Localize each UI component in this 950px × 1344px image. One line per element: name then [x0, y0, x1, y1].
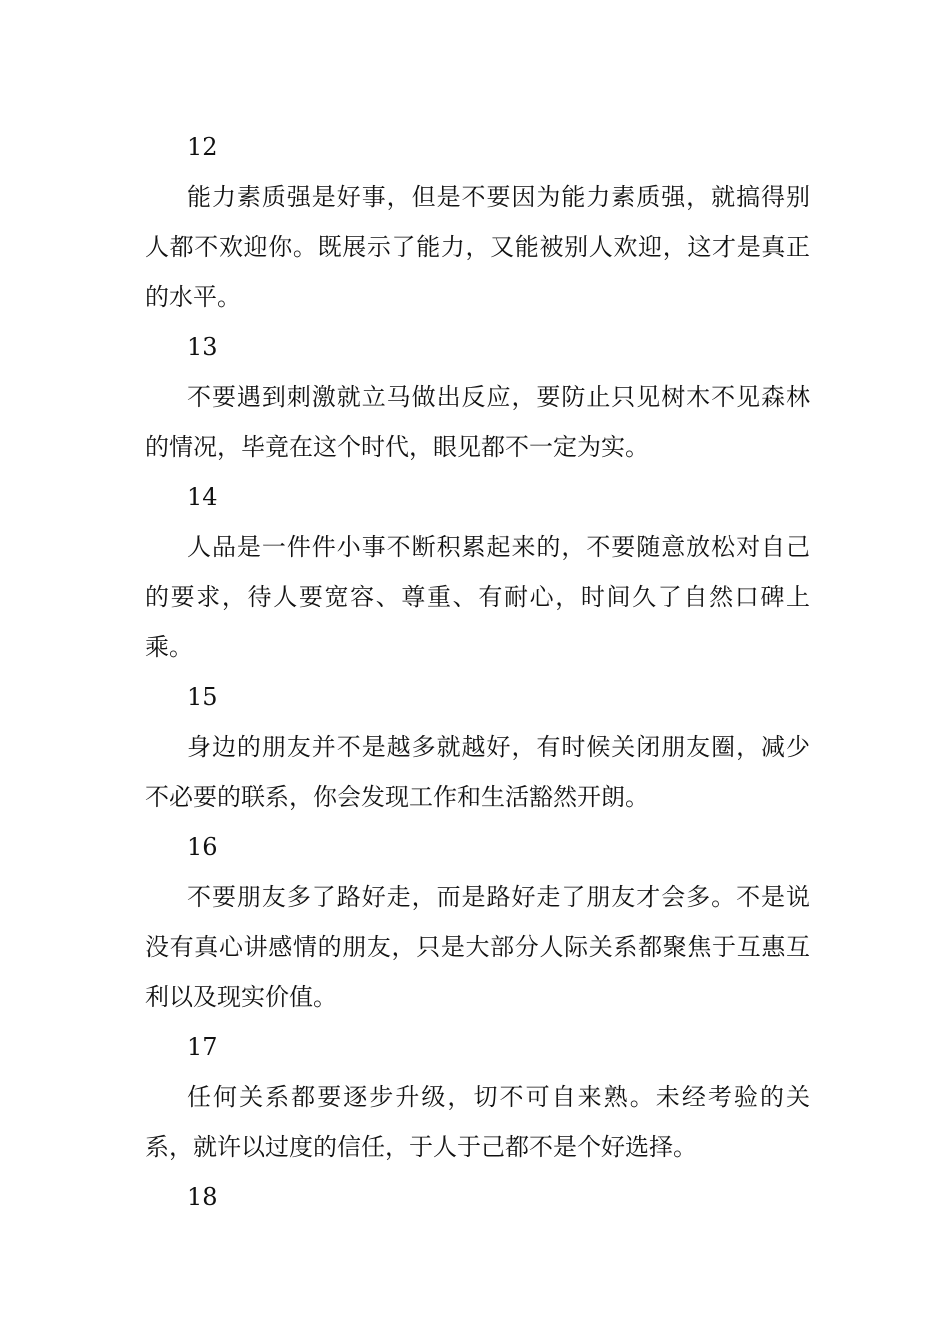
entry-text: 能力素质强是好事，但是不要因为能力素质强，就搞得别人都不欢迎你。既展示了能力，又能被别人欢迎，这才是真正的水平。 — [145, 183, 810, 311]
entry-number: 16 — [187, 833, 218, 861]
entry-number: 13 — [187, 333, 218, 361]
entry-number: 15 — [187, 683, 218, 711]
entry-text: 身边的朋友并不是越多就越好，有时候关闭朋友圈，减少不必要的联系，你会发现工作和生活豁然开朗。 — [145, 733, 810, 811]
document-body — [145, 122, 810, 1222]
entry-text: 不要朋友多了路好走，而是路好走了朋友才会多。不是说没有真心讲感情的朋友，只是大部分人际关系都聚焦于互惠互利以及现实价值。 — [145, 883, 810, 1011]
entry-number: 12 — [187, 133, 218, 161]
entry-number: 18 — [187, 1183, 218, 1211]
entry-text: 人品是一件件小事不断积累起来的，不要随意放松对自己的要求，待人要宽容、尊重、有耐心，时间久了自然口碑上乘。 — [145, 533, 810, 661]
entry-number: 17 — [187, 1033, 218, 1061]
entry-number: 14 — [187, 483, 218, 511]
entry-text: 不要遇到刺激就立马做出反应，要防止只见树木不见森林的情况，毕竟在这个时代，眼见都不一定为实。 — [145, 383, 810, 461]
entry-text: 任何关系都要逐步升级，切不可自来熟。未经考验的关系，就许以过度的信任，于人于己都不是个好选择。 — [145, 1083, 810, 1161]
